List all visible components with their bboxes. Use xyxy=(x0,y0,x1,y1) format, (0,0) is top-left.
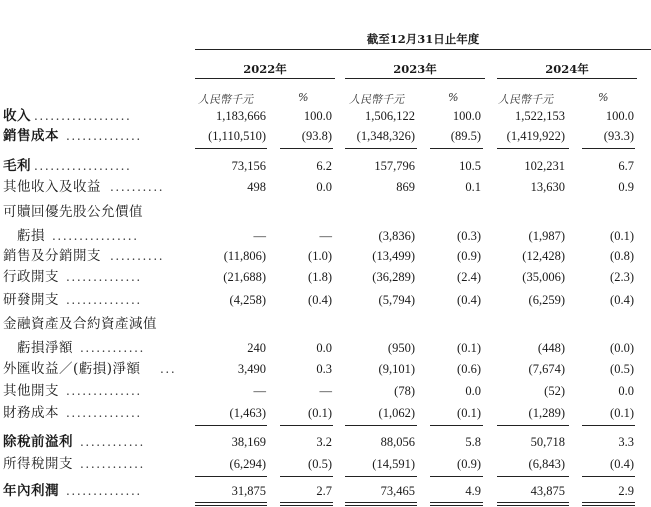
value-2023-rmb: (3,836) xyxy=(378,229,415,243)
row-label: 毛利 xyxy=(3,158,31,174)
row-label: 虧損淨額 xyxy=(3,340,73,356)
unit-currency-2024: 人民幣千元 xyxy=(498,93,553,106)
value-2024-rmb: 13,630 xyxy=(530,180,565,194)
value-2022-rmb: 3,490 xyxy=(237,362,266,376)
value-2023-rmb: (9,101) xyxy=(378,362,415,376)
total-rule-2022-pct xyxy=(280,502,333,503)
value-2022-pct: (1.0) xyxy=(308,249,332,263)
value-2024-pct: (2.3) xyxy=(610,270,634,284)
value-2023-pct: (0.1) xyxy=(457,341,481,355)
total-rule-2024-rmb xyxy=(497,502,569,503)
table-row xyxy=(0,482,651,502)
value-2023-rmb: 869 xyxy=(396,180,415,194)
value-2024-rmb: 1,522,153 xyxy=(515,109,565,123)
row-label: 年內利潤 xyxy=(3,483,59,499)
value-2024-pct: (0.8) xyxy=(610,249,634,263)
subtotal-rule-2022-pct xyxy=(280,425,333,426)
value-2022-rmb: (21,688) xyxy=(223,270,266,284)
value-2024-rmb: (12,428) xyxy=(522,249,565,263)
total-rule-2022-rmb xyxy=(195,502,267,503)
value-2022-pct: 6.2 xyxy=(316,159,332,173)
row-leader: .............. xyxy=(66,384,142,398)
value-2023-rmb: 157,796 xyxy=(374,159,415,173)
value-2023-rmb: 73,465 xyxy=(380,484,415,498)
value-2023-pct: 0.0 xyxy=(465,384,481,398)
value-2023-pct: 4.9 xyxy=(465,484,481,498)
value-2024-pct: 0.9 xyxy=(618,180,634,194)
row-leader: .......... xyxy=(110,180,165,194)
table-row xyxy=(0,339,651,359)
value-2023-pct: (2.4) xyxy=(457,270,481,284)
subtotal-rule-2023-pct xyxy=(430,425,483,426)
table-row xyxy=(0,455,651,475)
unit-currency-2023: 人民幣千元 xyxy=(349,93,404,106)
row-label: 收入 xyxy=(3,108,31,124)
year-rule-2022 xyxy=(195,78,335,79)
value-2023-rmb: (13,499) xyxy=(372,249,415,263)
period-header: 截至12月31日止年度 xyxy=(366,32,480,46)
value-2022-pct: 3.2 xyxy=(316,435,332,449)
row-label: 除稅前溢利 xyxy=(3,434,73,450)
table-row xyxy=(0,433,651,453)
subtotal-rule-2022-pct xyxy=(280,476,333,477)
value-2022-pct: 2.7 xyxy=(316,484,332,498)
subtotal-rule-2022-rmb xyxy=(195,476,267,477)
row-label: 銷售成本 xyxy=(3,128,59,144)
value-2023-pct: (89.5) xyxy=(450,129,481,143)
value-2022-pct: (0.4) xyxy=(308,293,332,307)
total-rule-2023-pct xyxy=(430,502,483,503)
value-2023-rmb: (5,794) xyxy=(378,293,415,307)
row-leader: .................. xyxy=(34,109,132,123)
year-2024: 2024年 xyxy=(545,62,589,76)
value-2022-pct: — xyxy=(319,384,332,398)
value-2023-pct: (0.6) xyxy=(457,362,481,376)
subtotal-rule-2024-rmb xyxy=(497,148,569,149)
value-2024-rmb: (1,419,922) xyxy=(506,129,565,143)
value-2022-rmb: 31,875 xyxy=(231,484,266,498)
subtotal-rule-2024-pct xyxy=(582,425,635,426)
value-2023-pct: 0.1 xyxy=(465,180,481,194)
value-2022-rmb: — xyxy=(253,384,266,398)
total-rule-2023-rmb xyxy=(345,505,417,506)
row-leader: .............. xyxy=(66,293,142,307)
value-2024-rmb: (7,674) xyxy=(528,362,565,376)
value-2024-rmb: (1,289) xyxy=(528,406,565,420)
value-2022-pct: (93.8) xyxy=(301,129,332,143)
row-label: 行政開支 xyxy=(3,269,59,285)
table-row xyxy=(0,382,651,402)
value-2024-rmb: (6,843) xyxy=(528,457,565,471)
value-2022-rmb: 498 xyxy=(247,180,266,194)
row-label: 其他開支 xyxy=(3,383,59,399)
value-2022-rmb: (1,463) xyxy=(229,406,266,420)
value-2024-pct: (0.5) xyxy=(610,362,634,376)
subtotal-rule-2023-rmb xyxy=(345,148,417,149)
value-2024-rmb: (52) xyxy=(544,384,565,398)
subtotal-rule-2023-rmb xyxy=(345,476,417,477)
row-label: 財務成本 xyxy=(3,405,59,421)
subtotal-rule-2024-pct xyxy=(582,476,635,477)
value-2024-rmb: 43,875 xyxy=(530,484,565,498)
value-2022-pct: 0.3 xyxy=(316,362,332,376)
unit-percent-2022: % xyxy=(298,91,309,104)
row-leader: ............ xyxy=(80,341,145,355)
value-2024-rmb: (1,987) xyxy=(528,229,565,243)
table-row xyxy=(0,315,651,335)
value-2024-rmb: (35,006) xyxy=(522,270,565,284)
value-2022-rmb: 240 xyxy=(247,341,266,355)
table-row xyxy=(0,291,651,311)
value-2024-pct: (0.1) xyxy=(610,406,634,420)
value-2023-pct: 10.5 xyxy=(459,159,481,173)
value-2023-pct: (0.9) xyxy=(457,457,481,471)
table-row xyxy=(0,157,651,177)
row-leader: ............ xyxy=(80,457,145,471)
unit-currency-2022: 人民幣千元 xyxy=(198,93,253,106)
value-2022-pct: 100.0 xyxy=(303,109,332,123)
table-row xyxy=(0,360,651,380)
value-2022-pct: 0.0 xyxy=(316,180,332,194)
value-2024-pct: (0.4) xyxy=(610,293,634,307)
value-2022-rmb: — xyxy=(253,229,266,243)
value-2023-pct: (0.3) xyxy=(457,229,481,243)
table-row xyxy=(0,107,651,127)
value-2023-pct: 5.8 xyxy=(465,435,481,449)
value-2023-pct: (0.9) xyxy=(457,249,481,263)
value-2024-pct: 6.7 xyxy=(618,159,634,173)
table-row xyxy=(0,227,651,247)
value-2023-rmb: (950) xyxy=(387,341,415,355)
value-2024-rmb: 102,231 xyxy=(524,159,565,173)
value-2023-rmb: 88,056 xyxy=(380,435,415,449)
table-row xyxy=(0,247,651,267)
value-2023-rmb: (36,289) xyxy=(372,270,415,284)
value-2022-pct: (0.5) xyxy=(308,457,332,471)
table-row xyxy=(0,404,651,424)
subtotal-rule-2022-pct xyxy=(280,148,333,149)
value-2022-pct: (1.8) xyxy=(308,270,332,284)
value-2023-rmb: 1,506,122 xyxy=(365,109,415,123)
table-row xyxy=(0,268,651,288)
value-2023-rmb: (78) xyxy=(394,384,415,398)
row-label: 其他收入及收益 xyxy=(3,179,101,195)
value-2024-pct: (93.3) xyxy=(603,129,634,143)
value-2022-rmb: 38,169 xyxy=(231,435,266,449)
year-2022: 2022年 xyxy=(243,62,287,76)
subtotal-rule-2024-pct xyxy=(582,148,635,149)
value-2022-rmb: (11,806) xyxy=(223,249,266,263)
row-label: 所得稅開支 xyxy=(3,456,73,472)
value-2023-pct: 100.0 xyxy=(452,109,481,123)
row-leader: .............. xyxy=(66,270,142,284)
year-rule-2023 xyxy=(345,78,485,79)
row-label: 銷售及分銷開支 xyxy=(3,248,101,264)
value-2024-pct: (0.1) xyxy=(610,229,634,243)
value-2022-rmb: 73,156 xyxy=(231,159,266,173)
subtotal-rule-2022-rmb xyxy=(195,425,267,426)
total-rule-2024-pct xyxy=(582,505,635,506)
unit-percent-2023: % xyxy=(448,91,459,104)
unit-percent-2024: % xyxy=(598,91,609,104)
year-2023: 2023年 xyxy=(393,62,437,76)
total-rule-2022-pct xyxy=(280,505,333,506)
table-row xyxy=(0,178,651,198)
row-leader: .................. xyxy=(34,159,132,173)
row-label: 外匯收益／(虧損)淨額 xyxy=(3,361,141,377)
value-2022-pct: — xyxy=(319,229,332,243)
row-leader: ............ xyxy=(80,435,145,449)
value-2024-rmb: (448) xyxy=(537,341,565,355)
subtotal-rule-2023-rmb xyxy=(345,425,417,426)
value-2022-rmb: (4,258) xyxy=(229,293,266,307)
value-2023-rmb: (1,062) xyxy=(378,406,415,420)
subtotal-rule-2024-rmb xyxy=(497,425,569,426)
header-rule xyxy=(195,49,651,50)
subtotal-rule-2023-pct xyxy=(430,476,483,477)
row-leader: .............. xyxy=(66,406,142,420)
total-rule-2024-rmb xyxy=(497,505,569,506)
subtotal-rule-2024-rmb xyxy=(497,476,569,477)
row-label: 研發開支 xyxy=(3,292,59,308)
row-label: 可贖回優先股公允價值 xyxy=(3,204,143,220)
row-label: 虧損 xyxy=(3,228,45,244)
subtotal-rule-2023-pct xyxy=(430,148,483,149)
value-2023-pct: (0.1) xyxy=(457,406,481,420)
value-2023-pct: (0.4) xyxy=(457,293,481,307)
value-2022-pct: 0.0 xyxy=(316,341,332,355)
value-2022-rmb: (6,294) xyxy=(229,457,266,471)
value-2024-rmb: (6,259) xyxy=(528,293,565,307)
table-row xyxy=(0,203,651,223)
value-2024-rmb: 50,718 xyxy=(530,435,565,449)
value-2023-rmb: (14,591) xyxy=(372,457,415,471)
row-label: 金融資產及合約資產減值 xyxy=(3,316,157,332)
value-2024-pct: 2.9 xyxy=(618,484,634,498)
row-leader: ... xyxy=(160,362,177,376)
value-2023-rmb: (1,348,326) xyxy=(356,129,415,143)
value-2022-pct: (0.1) xyxy=(308,406,332,420)
year-rule-2024 xyxy=(497,78,637,79)
row-leader: .............. xyxy=(66,484,142,498)
total-rule-2023-rmb xyxy=(345,502,417,503)
table-row xyxy=(0,127,651,147)
value-2024-pct: 100.0 xyxy=(605,109,634,123)
row-leader: .............. xyxy=(66,129,142,143)
value-2022-rmb: 1,183,666 xyxy=(216,109,266,123)
value-2022-rmb: (1,110,510) xyxy=(208,129,266,143)
total-rule-2023-pct xyxy=(430,505,483,506)
value-2024-pct: 3.3 xyxy=(618,435,634,449)
row-leader: ................ xyxy=(52,229,139,243)
value-2024-pct: (0.4) xyxy=(610,457,634,471)
value-2024-pct: (0.0) xyxy=(610,341,634,355)
value-2024-pct: 0.0 xyxy=(618,384,634,398)
total-rule-2022-rmb xyxy=(195,505,267,506)
row-leader: .......... xyxy=(110,249,165,263)
subtotal-rule-2022-rmb xyxy=(195,148,267,149)
total-rule-2024-pct xyxy=(582,502,635,503)
